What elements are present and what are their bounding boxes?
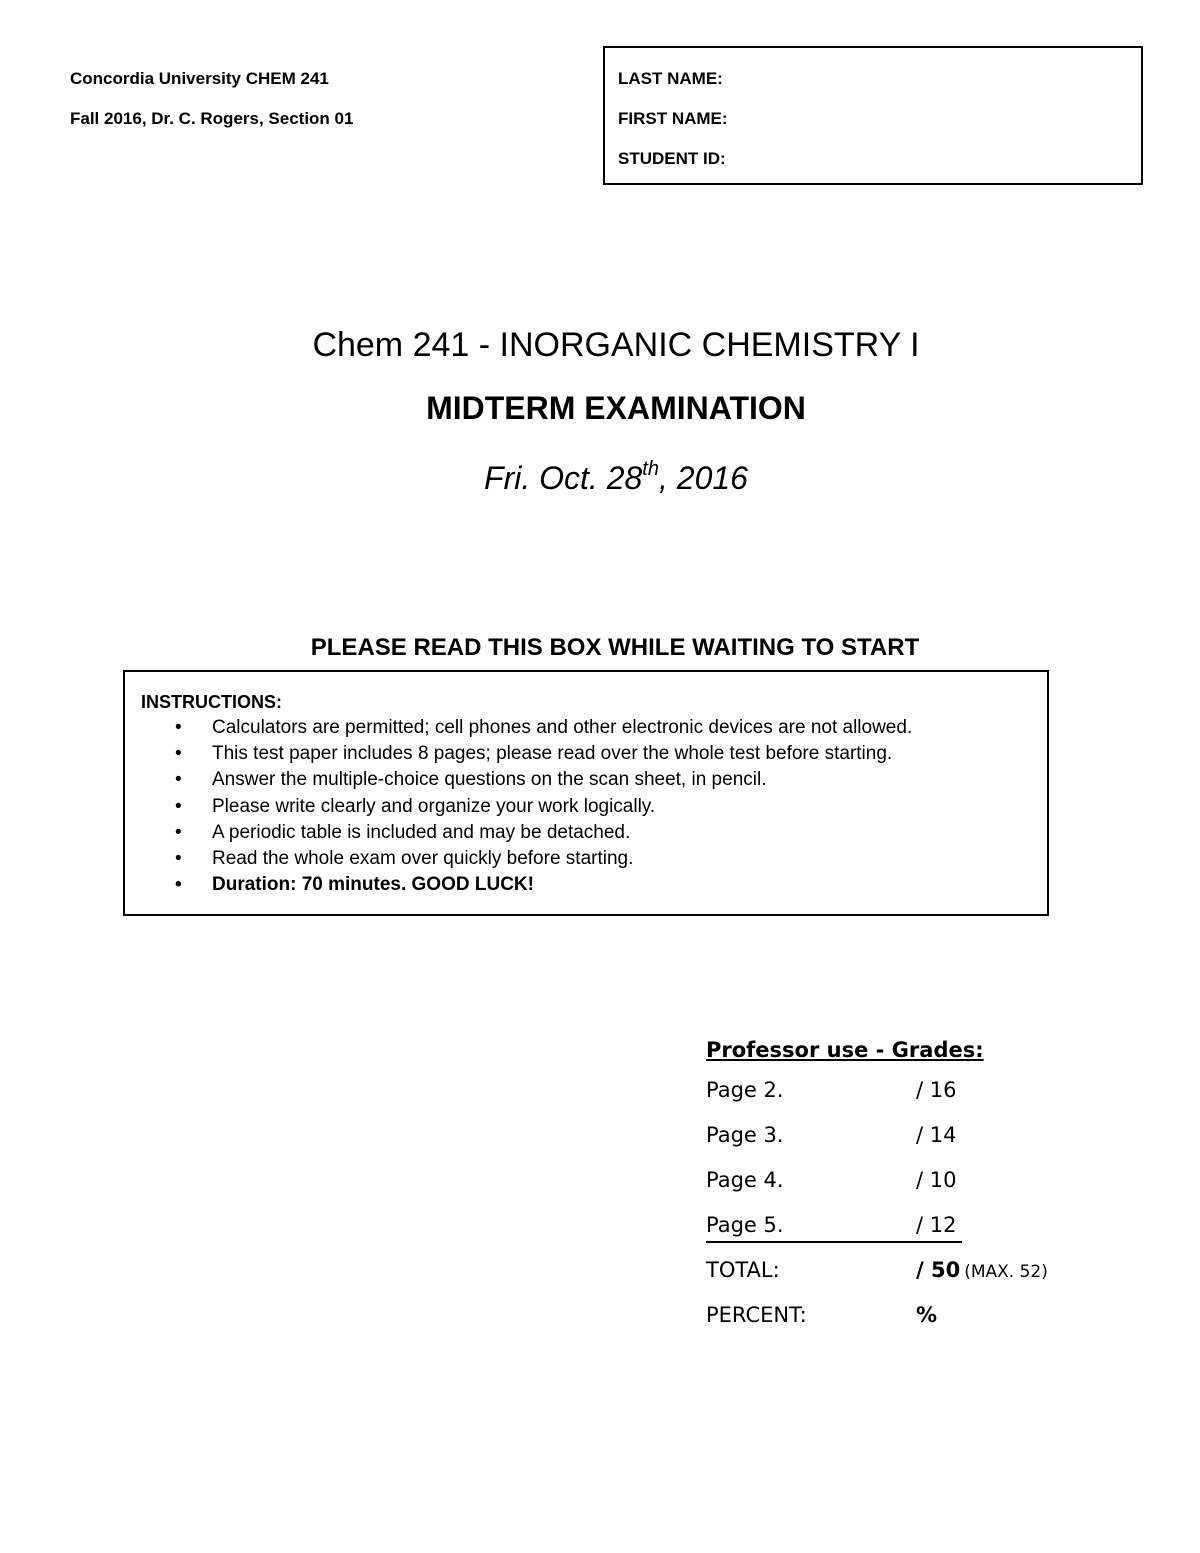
total-row (706, 1258, 1126, 1288)
list-item (125, 717, 912, 743)
total-max-note: (MAX. 52) (964, 1262, 1048, 1282)
grade-row (706, 1078, 1126, 1108)
instructions-heading: INSTRUCTIONS: (141, 692, 282, 712)
instruction-text: A periodic table is included and may be detached. (212, 821, 631, 843)
grade-value: / 10 (916, 1168, 957, 1192)
percent-value: % (916, 1303, 938, 1327)
bullet-icon: • (175, 717, 182, 738)
exam-date-suffix: th (642, 458, 659, 480)
exam-date-year: , 2016 (658, 460, 748, 496)
exam-date (0, 460, 1200, 497)
instruction-text: Answer the multiple-choice questions on the scan sheet, in pencil. (212, 769, 767, 791)
bullet-icon: • (175, 821, 182, 843)
grade-label: Page 5. (706, 1213, 784, 1237)
total-value-wrap (916, 1258, 1048, 1282)
instruction-text: Please write clearly and organize your work logically. (212, 795, 656, 817)
bullet-icon: • (175, 874, 182, 896)
exam-date-main: Fri. Oct. 28 (484, 460, 643, 496)
grade-label: Page 4. (706, 1168, 784, 1192)
list-item (125, 769, 912, 795)
course-header: Concordia University CHEM 241 (70, 69, 329, 88)
list-item (125, 822, 912, 848)
grades-title: Professor use - Grades: (706, 1038, 984, 1062)
grade-value: / 12 (916, 1213, 957, 1237)
course-title: Chem 241 - INORGANIC CHEMISTRY I (312, 326, 920, 364)
subtotal-divider (706, 1241, 962, 1243)
instruction-text: This test paper includes 8 pages; please read over the whole test before starting. (212, 743, 893, 765)
bullet-icon: • (175, 795, 182, 817)
exam-title: MIDTERM EXAMINATION (426, 390, 806, 426)
bullet-icon: • (175, 769, 182, 791)
percent-row (706, 1303, 1126, 1333)
grade-row (706, 1168, 1126, 1198)
grade-value: / 14 (916, 1123, 957, 1147)
instruction-text: Read the whole exam over quickly before starting. (212, 847, 634, 869)
list-item (125, 848, 912, 874)
instructions-box-heading: PLEASE READ THIS BOX WHILE WAITING TO START (310, 634, 920, 661)
list-item (125, 743, 912, 769)
grade-row (706, 1213, 1126, 1243)
list-item (125, 796, 912, 822)
student-id-label: STUDENT ID: (618, 149, 726, 168)
grade-value: / 16 (916, 1078, 957, 1102)
total-label: TOTAL: (706, 1258, 780, 1282)
instruction-text: Calculators are permitted; cell phones and other electronic devices are not allowed. (212, 717, 913, 738)
last-name-label: LAST NAME: (618, 69, 723, 88)
grade-row (706, 1123, 1126, 1153)
instructions-box (123, 670, 1049, 916)
bullet-icon: • (175, 847, 182, 869)
student-info-box (603, 46, 1143, 185)
list-item (125, 874, 912, 900)
total-value: / 50 (916, 1258, 961, 1282)
instructions-list (125, 717, 912, 900)
first-name-label: FIRST NAME: (618, 109, 728, 128)
bullet-icon: • (175, 743, 182, 765)
instruction-text: Duration: 70 minutes. GOOD LUCK! (212, 874, 534, 896)
term-header: Fall 2016, Dr. C. Rogers, Section 01 (70, 109, 354, 128)
percent-label: PERCENT: (706, 1303, 807, 1327)
grade-label: Page 2. (706, 1078, 784, 1102)
grade-label: Page 3. (706, 1123, 784, 1147)
